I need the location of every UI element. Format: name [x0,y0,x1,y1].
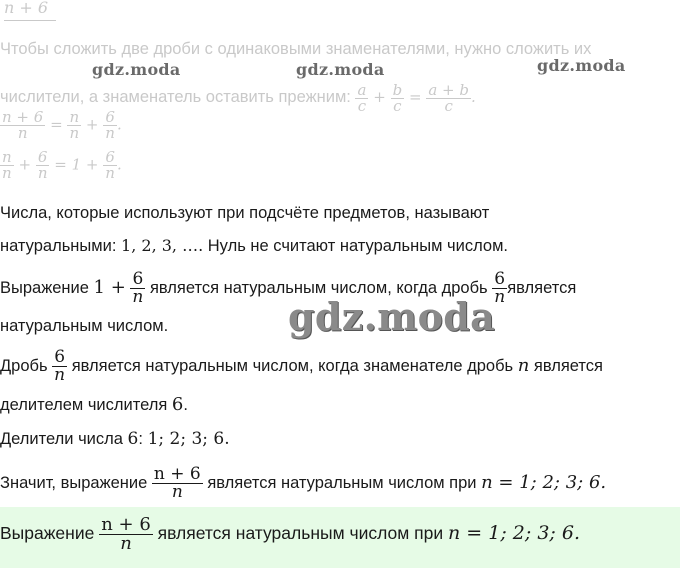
fraction-n-plus-6-over-n-p5: $\frac{n + 6}{n}$ [153,464,201,503]
fraction-6-over-n-p2: $\frac{6}{n}$ [132,269,144,308]
number-six-2: 6 [127,429,139,449]
faded-fragment-line [4,20,56,21]
watermark-logo-3: gdz.moda [537,56,626,75]
divisors-label: Делители числа [0,430,123,448]
fraction-6-over-n: $\frac{6}{n}$ [105,108,115,142]
fraction-6-over-n-p3: $\frac{6}{n}$ [54,347,66,386]
word-expression: Выражение [0,279,89,297]
variable-n: n [517,355,530,376]
fraction-b-c: $\frac{b}{c}$ [392,80,403,115]
p3-is-text: является [533,357,603,375]
answer-line [0,508,580,558]
word-fraction: Дробь [0,357,48,375]
answer-text: является натуральным числом при [157,523,444,543]
one-plus: 1 + [93,277,126,298]
p3-condition-text: является натуральным числом, когда знаменателе дробь [71,357,514,375]
numerator: n + 6 [153,464,201,485]
natural-sequence: 1, 2, 3, …. [121,236,204,255]
fraction-n-plus-6-over-n: $\frac{n + 6}{n}$ [2,108,44,142]
answer-condition: n = 1; 2; 3; 6. [448,522,580,544]
zero-note: Нуль не считают натуральным числом. [207,237,509,255]
faded-fragment-text: n + 6 [4,0,49,17]
fraction-6-over-n-2: $\frac{6}{n}$ [37,148,48,182]
paragraph-expression-line2: натуральным числом. [0,317,169,335]
number-six: 6 [171,394,184,415]
fraction-a-c: $\frac{a}{c}$ [357,80,367,115]
answer-label: Выражение [0,523,95,543]
paragraph-conclusion [0,460,606,506]
p2-condition-text: является натуральным числом, когда дробь [149,279,488,297]
faded-rule-formula: $\frac{a}{c}$ + $\frac{b}{c}$ = $\frac{a + b}{c}$ . [357,80,476,115]
p2-is-text: является [507,279,577,297]
paragraph-divisors [0,429,230,449]
faded-rule-line1: Чтобы сложить две дроби с одинаковыми знаменателями, нужно сложить их [0,40,592,58]
paragraph-fraction-line2 [0,395,188,415]
watermark-logo-large: gdz.moda [288,294,496,339]
divisors-list: 1; 2; 3; 6. [147,429,230,449]
fraction-n-over-n: $\frac{n}{n}$ [69,108,80,142]
colon: : [138,430,143,448]
label-naturals: натуральными: [0,237,117,255]
faded-equation-2: $\frac{n}{n}$ + $\frac{6}{n}$ = 1 + $\frac{6}{n}$ . [2,148,122,182]
conclusion-condition: n = 1; 2; 3; 6. [481,472,607,493]
faded-top-fragment [4,0,56,21]
paragraph-natural-numbers-line2 [0,236,508,256]
faded-rule-line2-text: числители, а знаменатель оставить прежним: [0,88,351,106]
fraction-answer: $\frac{n + 6}{n}$ [101,513,151,554]
fraction-6-over-n-3: $\frac{6}{n}$ [105,148,115,182]
fraction-6-over-n-p2b: $\frac{6}{n}$ [494,269,506,308]
conclusion-label: Значит, выражение [0,474,148,492]
fraction-sum-c: $\frac{a + b}{c}$ [428,80,469,115]
period: . [183,396,188,414]
fraction-n-over-n-2: $\frac{n}{n}$ [2,148,12,182]
faded-equation-1: $\frac{n + 6}{n}$ = $\frac{n}{n}$ + $\frac{6}{n}$ . [2,108,122,142]
divisor-text: делителем числителя [0,396,168,414]
watermark-logo-2: gdz.moda [296,60,385,79]
paragraph-fraction-line1 [0,344,603,388]
watermark-logo-1: gdz.moda [92,60,181,79]
conclusion-text: является натуральным числом при [207,474,477,492]
paragraph-natural-numbers-line1: Числа, которые используют при подсчёте предметов, называют [0,204,490,222]
